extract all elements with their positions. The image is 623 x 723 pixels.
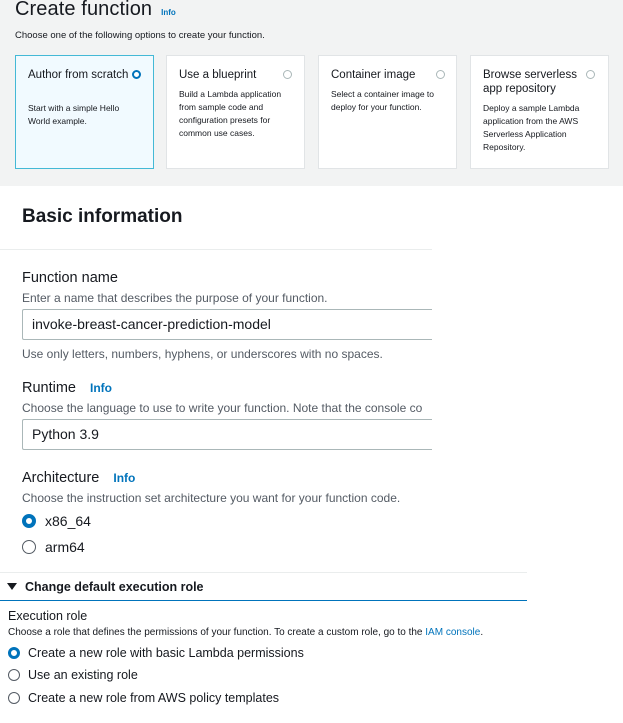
option-card-container-image[interactable] — [318, 55, 457, 169]
creation-options — [15, 55, 609, 169]
description-text: Choose a role that defines the permissions of your function. To create a custom role, go to the — [8, 627, 423, 638]
change-execution-role-toggle[interactable] — [0, 572, 527, 601]
option-description: Select a container image to deploy for your function. — [331, 89, 435, 112]
field-label: Runtime — [22, 380, 76, 396]
radio-button[interactable] — [8, 692, 20, 704]
radio-label: Create a new role from AWS policy templates — [28, 691, 280, 705]
option-title: Author from scratch — [28, 69, 129, 81]
option-description: Deploy a sample Lambda application from the AWS Serverless Application Repository. — [483, 103, 580, 152]
execution-role-label: Execution role — [8, 609, 88, 623]
function-name-label — [22, 270, 118, 286]
role-option-use-existing[interactable] — [8, 668, 138, 682]
runtime-info-link[interactable]: Info — [90, 381, 112, 395]
caret-down-icon — [7, 583, 17, 590]
option-radio[interactable] — [132, 70, 141, 79]
description-suffix: . — [480, 627, 484, 638]
option-description: Build a Lambda application from sample code and configuration presets for common use cases. — [179, 89, 282, 138]
radio-button[interactable] — [8, 669, 20, 681]
radio-label: Create a new role with basic Lambda permissions — [28, 646, 304, 660]
radio-button[interactable] — [22, 514, 36, 528]
radio-label: x86_64 — [45, 513, 91, 529]
architecture-info-link[interactable]: Info — [113, 471, 136, 485]
radio-label: arm64 — [45, 539, 85, 555]
page-subtitle: Choose one of the following options to create your function. — [15, 30, 265, 41]
runtime-description: Choose the language to use to write your function. Note that the console co — [22, 401, 423, 415]
option-card-use-a-blueprint[interactable] — [166, 55, 305, 169]
section-toggle-label: Change default execution role — [25, 579, 204, 594]
option-description: Start with a simple Hello World example. — [28, 103, 120, 126]
radio-label: Use an existing role — [28, 668, 138, 682]
iam-console-link[interactable]: IAM console — [425, 627, 481, 638]
option-title: Container image — [331, 69, 416, 81]
runtime-label — [22, 380, 112, 396]
field-label: Architecture — [22, 470, 100, 486]
role-option-create-basic[interactable] — [8, 646, 304, 660]
option-radio[interactable] — [586, 70, 595, 79]
option-card-author-from-scratch[interactable] — [15, 55, 154, 169]
architecture-option-arm64[interactable] — [22, 539, 85, 555]
architecture-option-x86-64[interactable] — [22, 513, 91, 529]
radio-button[interactable] — [22, 540, 36, 554]
info-link[interactable]: Info — [161, 8, 176, 17]
field-label: Function name — [22, 270, 118, 286]
option-radio[interactable] — [436, 70, 445, 79]
runtime-select[interactable]: Python 3.9 — [22, 419, 432, 450]
architecture-description: Choose the instruction set architecture you want for your function code. — [22, 491, 401, 505]
option-title: Use a blueprint — [179, 69, 257, 81]
function-name-input[interactable]: invoke-breast-cancer-prediction-model — [22, 309, 432, 340]
option-title: Browse serverless app repository — [483, 69, 577, 95]
function-name-hint: Use only letters, numbers, hyphens, or underscores with no spaces. — [22, 347, 383, 361]
option-card-browse-serverless[interactable] — [470, 55, 609, 169]
page-title: Create function — [15, 0, 153, 20]
role-option-policy-templates[interactable] — [8, 691, 279, 705]
architecture-label — [22, 470, 135, 486]
radio-button[interactable] — [8, 647, 20, 659]
section-title: Basic information — [22, 206, 183, 227]
basic-information-panel — [0, 186, 432, 570]
option-radio[interactable] — [283, 70, 292, 79]
execution-role-description — [8, 627, 483, 638]
page-title-row — [15, 0, 176, 21]
function-name-description: Enter a name that describes the purpose of your function. — [22, 291, 328, 305]
create-function-section — [0, 0, 623, 186]
basic-information-header — [0, 186, 432, 250]
